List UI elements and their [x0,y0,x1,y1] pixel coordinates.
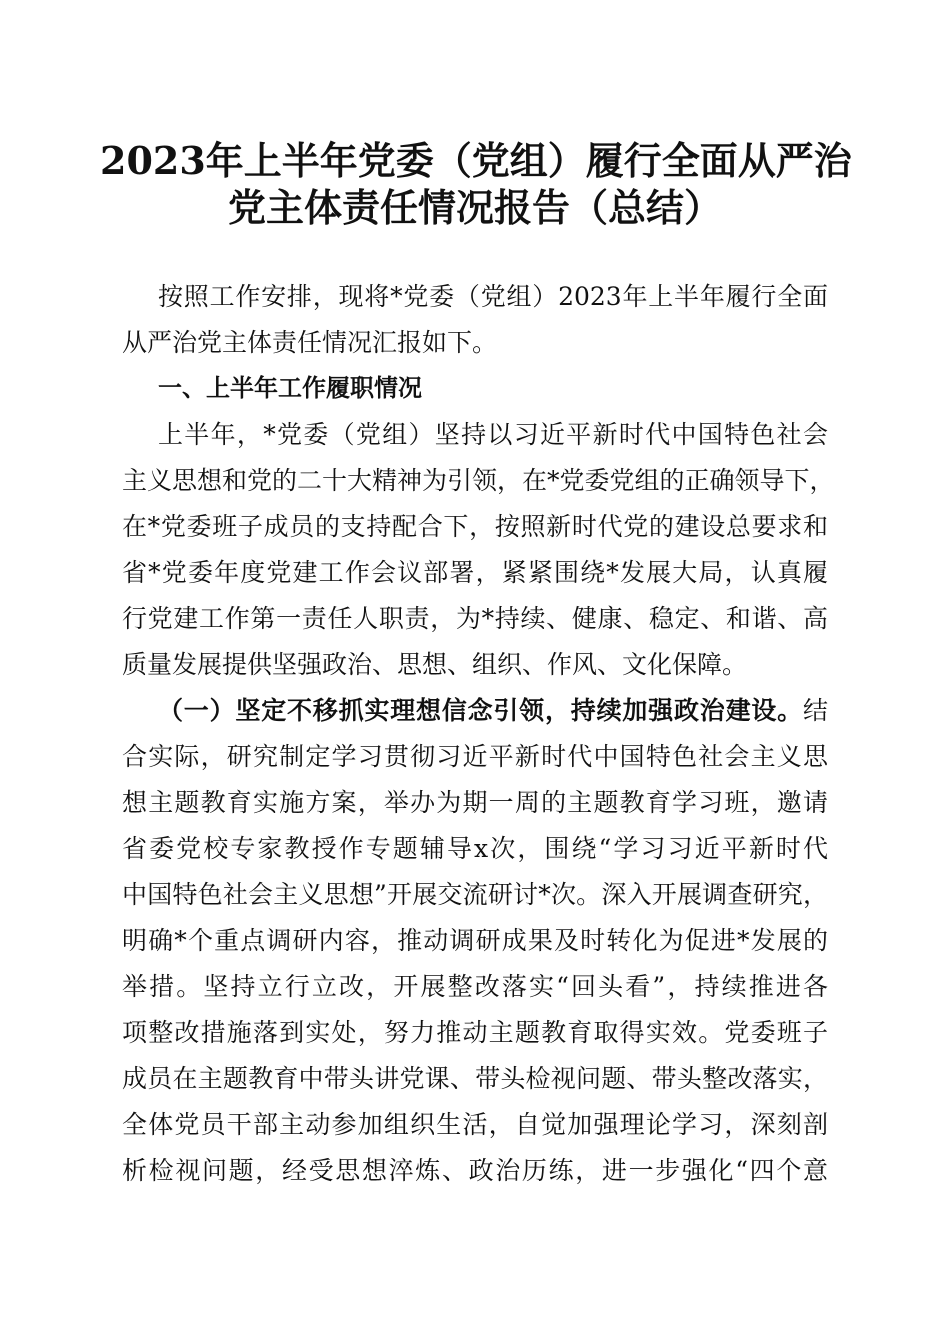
para2-line-5: 中国特色社会主义思想”开展交流研讨*次。深入开展调查研究， [122,880,828,909]
para1-line-6: 质量发展提供坚强政治、思想、组织、作风、文化保障。 [122,650,748,679]
para1-line-1: 上半年，*党委（党组）坚持以习近平新时代中国特色社会 [158,420,828,449]
para2-line-1 [158,689,828,733]
section-heading-1: 一、上半年工作履职情况 [158,374,422,402]
document-title-line-2: 党主体责任情况报告（总结） [227,185,722,230]
para2-line-7: 举措。坚持立行立改，开展整改落实“回头看”，持续推进各 [122,972,828,1001]
intro-line-1: 按照工作安排，现将*党委（党组）2023年上半年履行全面 [158,282,828,311]
intro-line-2: 从严治党主体责任情况汇报如下。 [122,328,498,357]
para2-line-3: 想主题教育实施方案，举办为期一周的主题教育学习班，邀请 [122,788,828,817]
para2-lead-rest: 结 [802,696,828,725]
para1-line-5: 行党建工作第一责任人职责，为*持续、健康、稳定、和谐、高 [122,604,828,633]
document-title-line-1: 2023年上半年党委（党组）履行全面从严治 [100,138,852,183]
para2-line-9: 成员在主题教育中带头讲党课、带头检视问题、带头整改落实， [122,1064,828,1093]
para1-line-4: 省*党委年度党建工作会议部署，紧紧围绕*发展大局，认真履 [122,558,828,587]
para2-line-10: 全体党员干部主动参加组织生活，自觉加强理论学习，深刻剖 [122,1110,828,1139]
para2-line-11: 析检视问题，经受思想淬炼、政治历练，进一步强化“四个意 [122,1156,828,1185]
para2-line-6: 明确*个重点调研内容，推动调研成果及时转化为促进*发展的 [122,926,828,955]
para2-line-2: 合实际，研究制定学习贯彻习近平新时代中国特色社会主义思 [122,742,828,771]
para2-lead-heading: （一）坚定不移抓实理想信念引领，持续加强政治建设。 [158,696,803,725]
para2-line-8: 项整改措施落到实处，努力推动主题教育取得实效。党委班子 [122,1018,828,1047]
para2-line-4: 省委党校专家教授作专题辅导x次，围绕“学习习近平新时代 [122,834,828,863]
para1-line-2: 主义思想和党的二十大精神为引领，在*党委党组的正确领导下， [122,466,835,495]
para1-line-3: 在*党委班子成员的支持配合下，按照新时代党的建设总要求和 [122,512,828,541]
